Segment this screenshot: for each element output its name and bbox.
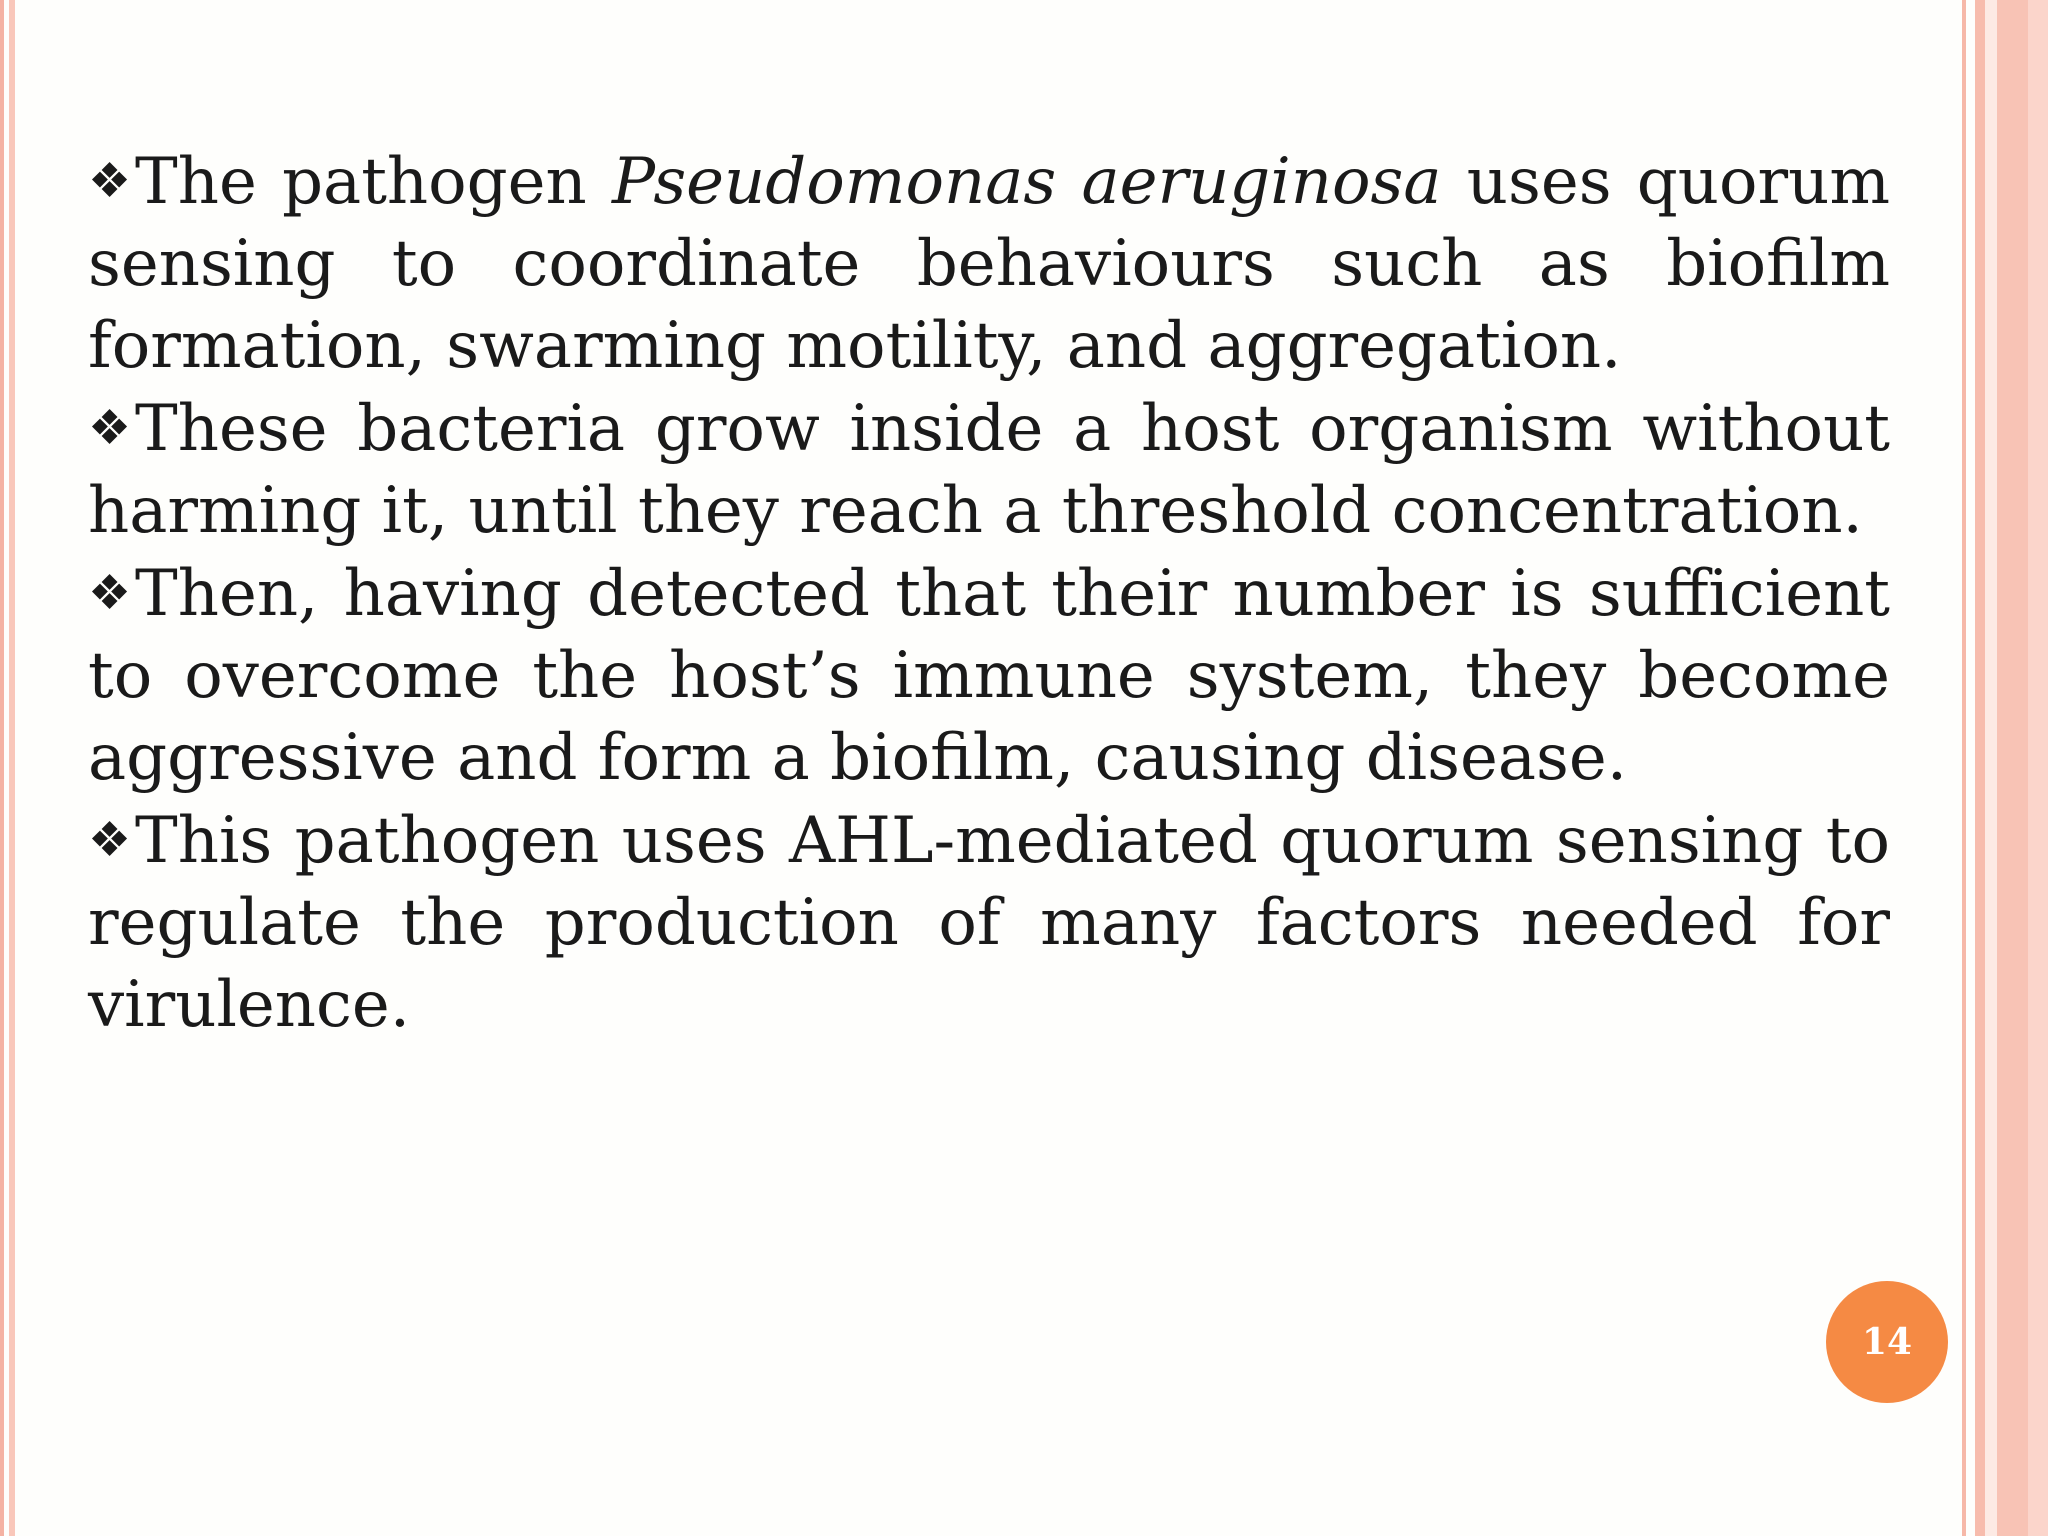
right-border-thin: [1962, 0, 1966, 1536]
diamond-bullet-icon: ❖: [88, 565, 132, 621]
right-border-band-wide: [1997, 0, 2028, 1536]
bullet-item: [88, 552, 1890, 799]
bullet-item: [88, 387, 1890, 552]
bullet-text: These bacteria grow inside a host organism without harming it, until they reach a threshold concentration.: [88, 392, 1890, 548]
bullet-item: [88, 140, 1890, 387]
diamond-bullet-icon: ❖: [88, 812, 132, 868]
right-border-band: [1975, 0, 1985, 1536]
bullet-text: Then, having detected that their number is sufficient to overcome the host’s immune system, they become aggressive and form a biofilm, causing disease.: [88, 557, 1890, 795]
right-border-gap: [1985, 0, 1997, 1536]
diamond-bullet-icon: ❖: [88, 153, 132, 209]
bullet-text: This pathogen uses AHL-mediated quorum sensing to regulate the production of many factors needed for virulence.: [88, 804, 1890, 1042]
slide-body: [88, 140, 1890, 1046]
bullet-text-end: uses quorum sensing to coordinate behaviours such as biofilm formation, swarming motility, and aggregation.: [88, 145, 1891, 383]
page-number-badge: 14: [1826, 1281, 1948, 1403]
species-name: Pseudomonas aeruginosa: [611, 145, 1442, 219]
diamond-bullet-icon: ❖: [88, 400, 132, 456]
bullet-item: [88, 799, 1890, 1046]
left-border-outer: [0, 0, 4, 1536]
bullet-text-start: The pathogen: [135, 145, 612, 219]
right-border-edge: [2028, 0, 2048, 1536]
left-border-inner: [9, 0, 15, 1536]
